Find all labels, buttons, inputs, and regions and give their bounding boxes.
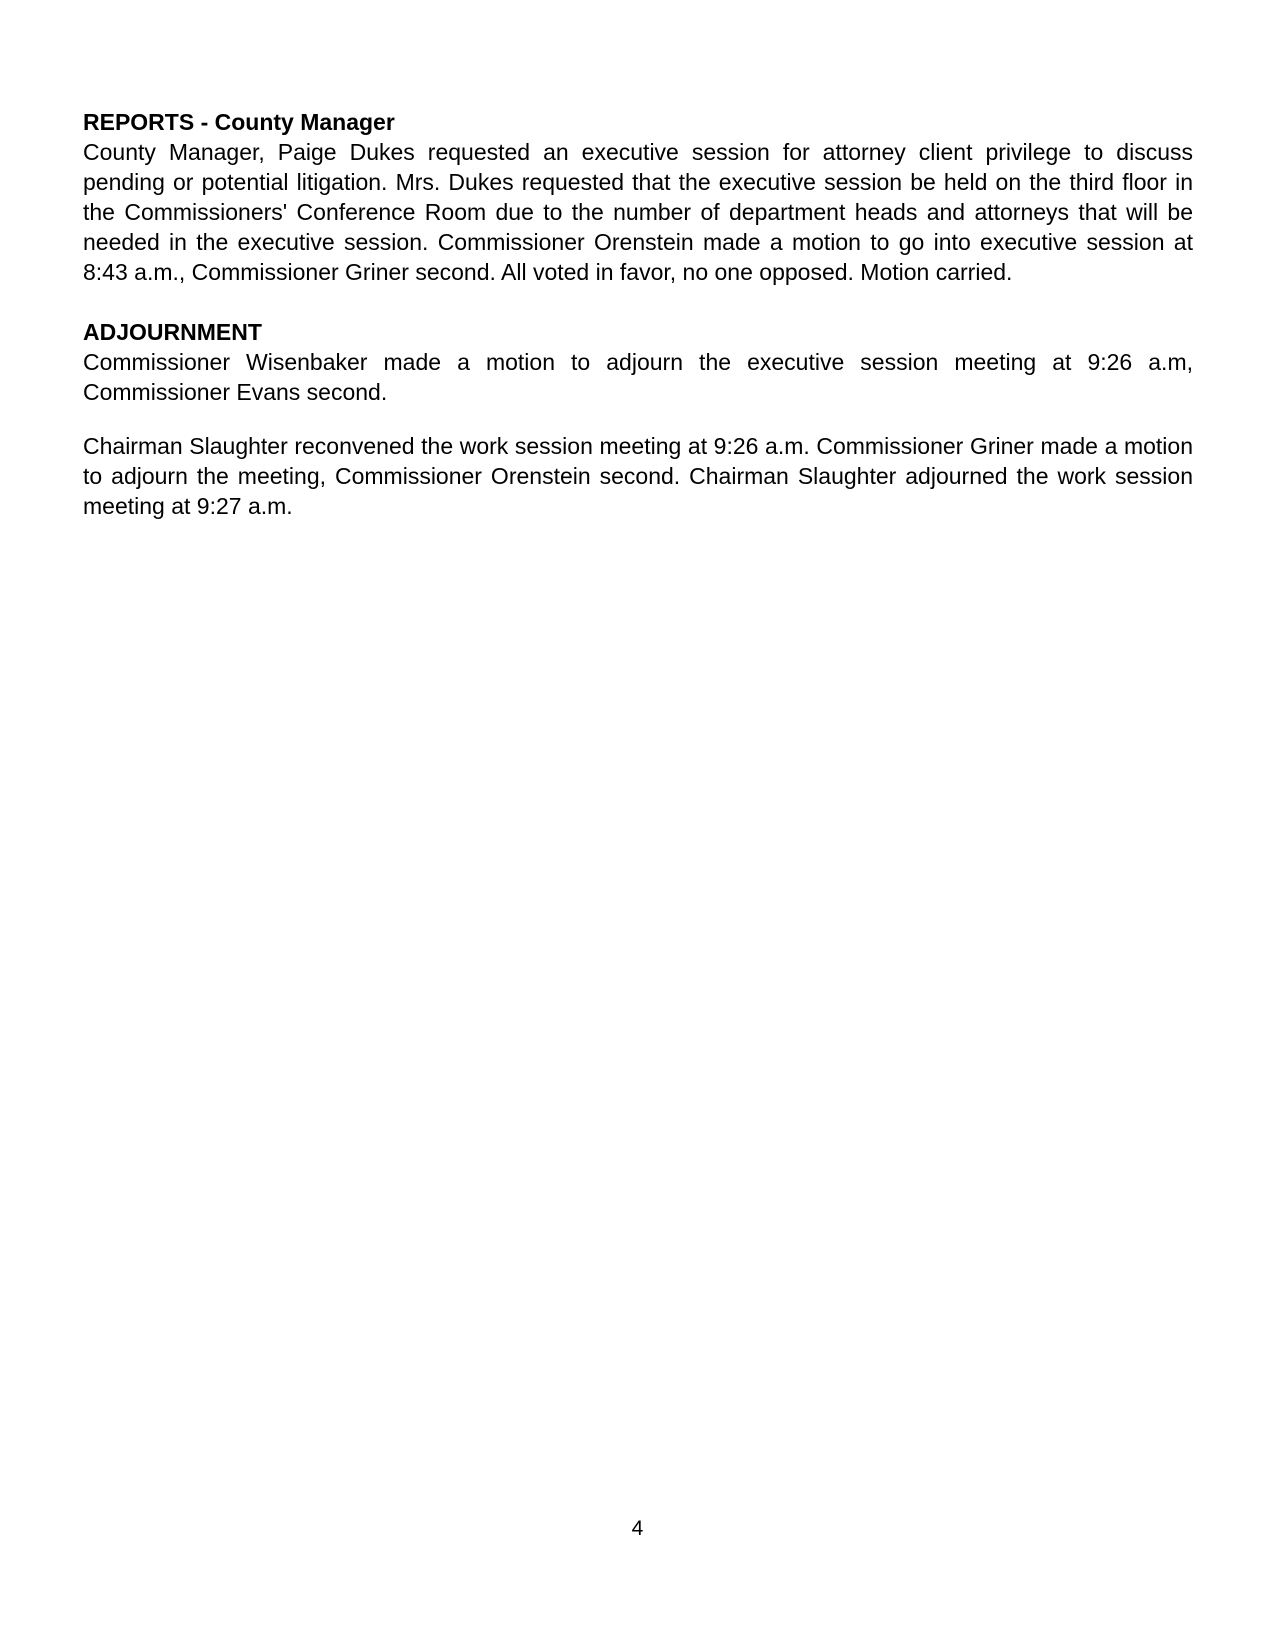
section-heading: ADJOURNMENT bbox=[83, 319, 262, 345]
section-spacer bbox=[83, 287, 1193, 317]
paragraph: Commissioner Wisenbaker made a motion to adjourn the executive session meeting at 9:26 a.m, Commissioner Evans second. bbox=[83, 349, 1193, 405]
section-heading: REPORTS - County Manager bbox=[83, 109, 395, 135]
paragraph: Chairman Slaughter reconvened the work session meeting at 9:26 a.m. Commissioner Griner made a motion to adjourn the meeting, Commissioner Orenstein second. Chairman Slaughter adjourned the work session meeting at 9:27 a.m. bbox=[83, 433, 1193, 519]
paragraph-spacer bbox=[83, 407, 1193, 431]
document-body bbox=[83, 107, 1193, 521]
page-number: 4 bbox=[631, 1517, 644, 1540]
paragraph: County Manager, Paige Dukes requested an executive session for attorney client privilege to discuss pending or potential litigation. Mrs. Dukes requested that the executive session be held on the third floor in the Commissioners' Conference Room due to the number of department heads and attorneys that will be needed in the executive session. Commissioner Orenstein made a motion to go into executive session at 8:43 a.m., Commissioner Griner second. All voted in favor, no one opposed. Motion carried. bbox=[83, 139, 1193, 285]
section-adjournment bbox=[83, 317, 1193, 521]
section-reports-county-manager bbox=[83, 107, 1193, 287]
